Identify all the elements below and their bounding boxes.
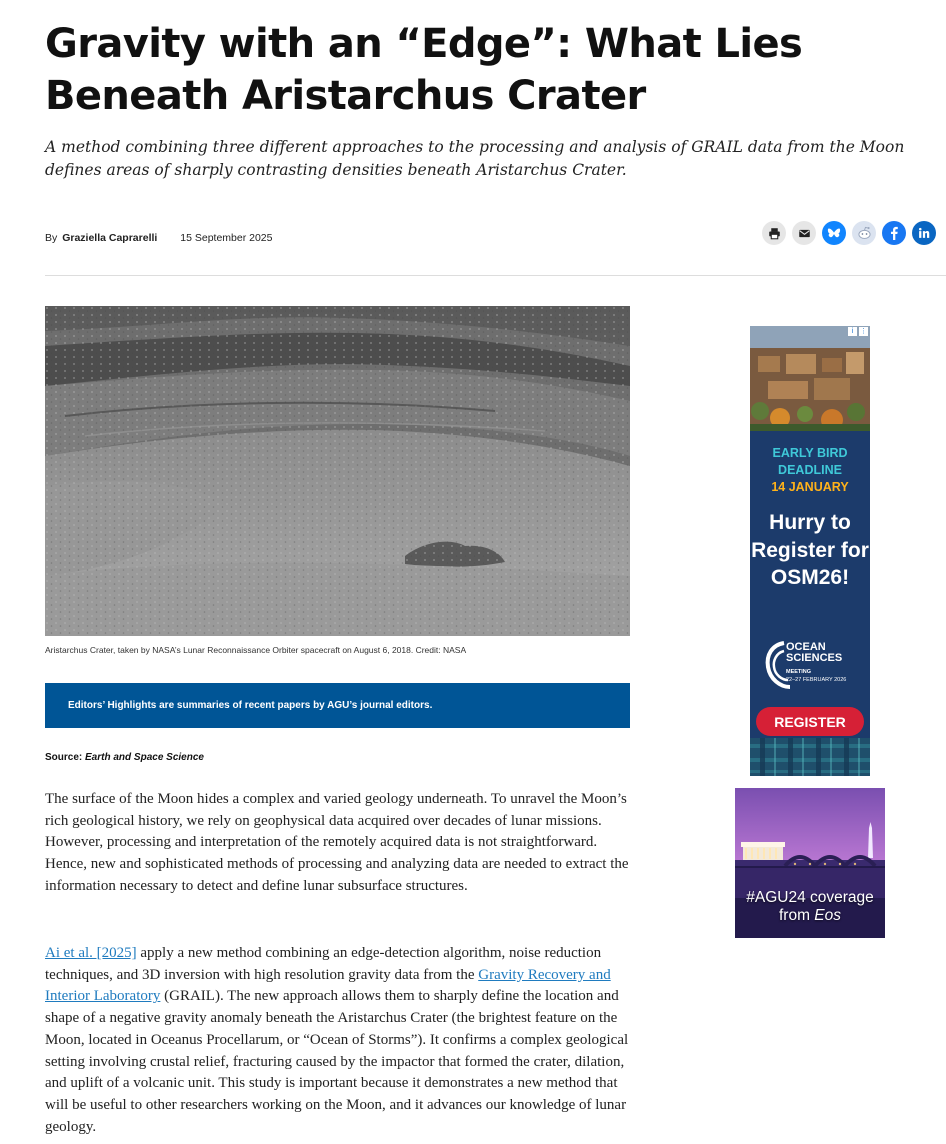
ad-early-bird: EARLY BIRD — [772, 446, 848, 460]
osm26-ad-banner[interactable] — [750, 326, 870, 776]
grail-link[interactable]: Gravity Recovery and Interior Laboratory — [45, 966, 611, 1005]
source-journal[interactable]: Earth and Space Science — [85, 752, 204, 763]
ad-logo-text — [786, 642, 842, 664]
ad-coverage-eos: Eos — [814, 907, 842, 924]
crater-photo — [45, 306, 630, 636]
share-bar — [762, 221, 936, 245]
ad-coverage-prefix: from — [778, 907, 815, 924]
register-button[interactable]: REGISTER — [756, 707, 864, 736]
facebook-icon[interactable] — [882, 221, 906, 245]
ad-info-controls — [848, 327, 868, 336]
source-label: Source: — [45, 752, 83, 763]
header-divider — [45, 275, 946, 276]
ad-options-icon[interactable]: ⋮ — [860, 327, 867, 335]
ad-coverage-text — [735, 889, 885, 925]
byline — [45, 232, 272, 244]
source-line — [45, 752, 204, 763]
body-paragraph-1: The surface of the Moon hides a complex and varied geology underneath. To unravel the Moon’s rich geological history, we rely on geophysical data acquired over decades of lunar missions. However, processing and interpretation of the remotely acquired data is not straightforward. Hence, new and sophisticated methods of processing and analyzing data are needed to extract the information necessary to detect and define lunar subsurface structures. — [45, 791, 629, 894]
ad-logo-line2: SCIENCES — [786, 652, 843, 664]
author-link[interactable]: Graziella Caprarelli — [62, 232, 158, 244]
ad-logo-meeting: MEETING — [786, 669, 812, 675]
ad-logo-line1: OCEAN — [786, 641, 826, 653]
byline-label: By — [45, 232, 58, 244]
publish-date: 15 September 2025 — [180, 232, 273, 244]
paragraph-2-text-a: apply a new method combining an edge-detection algorithm, noise reduction techniques, and 3D inversion with high resolution gravity data from the — [45, 945, 602, 983]
photo-caption: Aristarchus Crater, taken by NASA’s Lunar Reconnaissance Orbiter spacecraft on August 6, 2018. Credit: NASA — [45, 645, 467, 655]
citation-link[interactable]: Ai et al. [2025] — [45, 945, 137, 961]
editors-highlights-banner — [45, 683, 630, 728]
bluesky-icon[interactable] — [822, 221, 846, 245]
ad-plaid-pattern — [750, 738, 870, 776]
ad-deadline: DEADLINE — [778, 463, 842, 477]
agu24-coverage-ad[interactable] — [735, 788, 885, 938]
editors-highlights-text: Editors’ Highlights are summaries of recent papers by AGU’s journal editors. — [68, 700, 433, 711]
linkedin-icon[interactable] — [912, 221, 936, 245]
article-subtitle: A method combining three different approaches to the processing and analysis of GRAIL data from the Moon defines areas of sharply contrasting densities beneath Aristarchus Crater. — [45, 138, 905, 179]
ad-logo-date: 22–27 FEBRUARY 2026 — [786, 677, 847, 683]
print-icon[interactable] — [762, 221, 786, 245]
ad-headline: Hurry to Register for OSM26! — [751, 511, 869, 589]
paragraph-2-text-b: (GRAIL). The new approach allows them to sharply define the location and shape of a negative gravity anomaly beneath the Aristarchus Crater (the brightest feature on the Moon, located in Oceanus Procellarum, or “Ocean of Storms”). It confirms a complex geological setting involving crustal relief, fracturing caused by the impactor that formed the crater, dilation, and uplift of a volcanic unit. This study is important because it demonstrates a new method that will be useful to other researchers working on the Moon, and it advances our knowledge of lunar geology. — [45, 988, 629, 1135]
ad-deadline-date: 14 JANUARY — [771, 480, 849, 494]
ad-coverage-line2 — [735, 907, 885, 925]
article-title: Gravity with an “Edge”: What Lies Beneath Aristarchus Crater — [45, 21, 803, 119]
email-icon[interactable] — [792, 221, 816, 245]
ad-info-icon[interactable]: i — [848, 327, 857, 336]
reddit-icon[interactable] — [852, 221, 876, 245]
ad-coverage-line1: #AGU24 coverage — [746, 889, 874, 906]
ad-city-photo — [750, 326, 870, 431]
body-paragraph-2 — [45, 943, 630, 1138]
